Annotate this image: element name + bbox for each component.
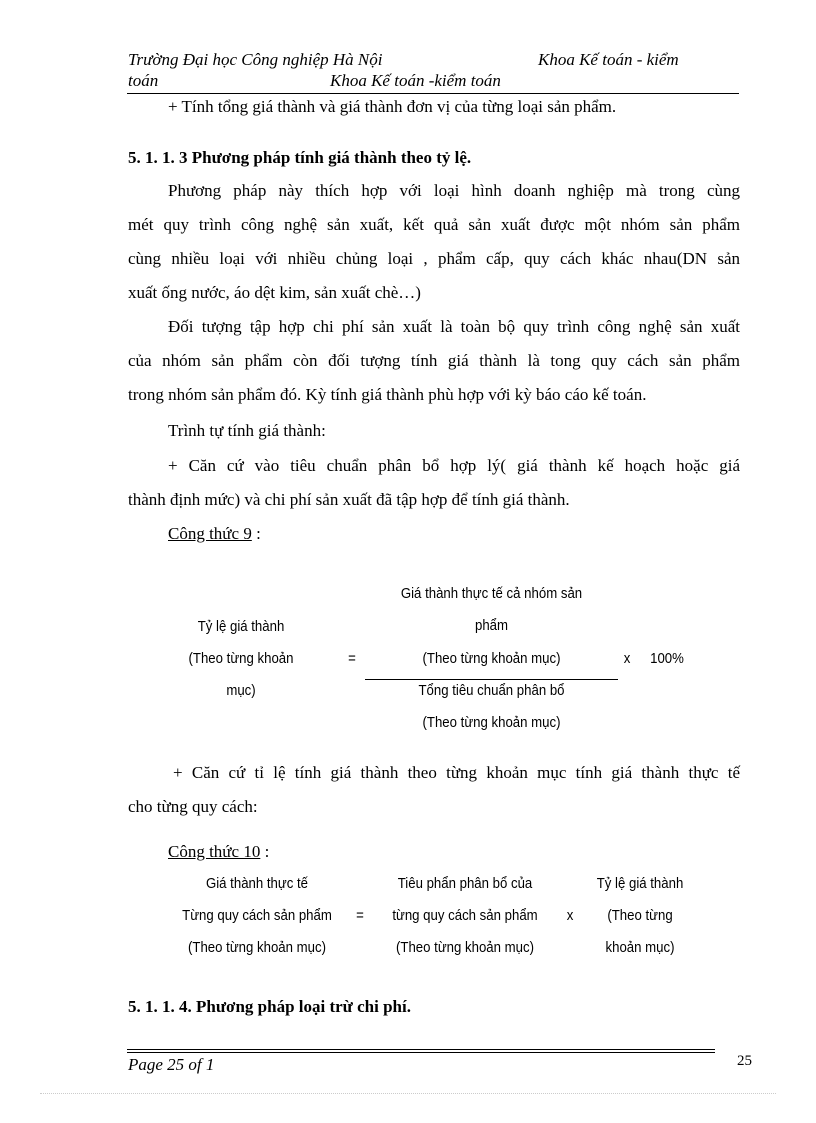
footer-rule-bottom xyxy=(127,1052,715,1053)
formula9-percent: 100% xyxy=(650,650,684,667)
formula10-label xyxy=(168,835,269,869)
formula10-middle-line1: Tiêu phẩn phân bổ của xyxy=(397,875,533,892)
header-department-wrap: toán xyxy=(128,71,159,90)
formula10-equals: = xyxy=(356,907,364,924)
page-edge-dots xyxy=(40,1093,776,1094)
step-total: + Tính tổng giá thành và giá thành đơn vị của từng loại sản phẩm. xyxy=(168,97,617,116)
formula10-lhs-line2: Từng quy cách sản phẩm xyxy=(182,907,332,924)
para1-line3: cùng nhiều loại với nhiều chủng loại , phẩm cấp, quy cách khác nhau(DN sản xyxy=(128,249,740,268)
formula10-rhs-line1: Tỷ lệ giá thành xyxy=(596,875,684,892)
formula10-middle-line3: (Theo từng khoản mục) xyxy=(396,939,534,956)
section-heading-5-1-1-3: 5. 1. 1. 3 Phương pháp tính giá thành theo tỷ lệ. xyxy=(128,148,472,167)
formula10-lhs-line1: Giá thành thực tế xyxy=(205,875,309,892)
sequence-label: Trình tự tính giá thành: xyxy=(168,421,326,440)
step2-line1: + Căn cứ tỉ lệ tính giá thành theo từng khoản mục tính giá thành thực tế xyxy=(173,763,740,782)
step2-line2: cho từng quy cách: xyxy=(128,797,258,816)
formula9-colon: : xyxy=(251,524,261,543)
formula9-denominator-line2: (Theo từng khoản mục) xyxy=(422,714,561,731)
formula9-numerator-line3: (Theo từng khoản mục) xyxy=(422,650,561,667)
footer-rule-top xyxy=(127,1049,715,1050)
para2-line2: của nhóm sản phẩm còn đối tượng tính giá thành là tong quy cách sản phẩm xyxy=(128,351,740,370)
para1-line4: xuất ống nước, áo dệt kim, sản xuất chè…) xyxy=(128,283,421,302)
para1-line2: mét quy trình công nghệ sản xuất, kết quả sản xuất được một nhóm sản phẩm xyxy=(128,215,740,234)
formula10-times: x xyxy=(566,907,574,924)
formula9-lhs-line3: mục) xyxy=(226,682,256,699)
formula10-colon: : xyxy=(260,842,270,861)
formula9-times: x xyxy=(623,650,631,667)
page-number: 25 xyxy=(737,1053,752,1069)
step1-line2: thành định mức) và chi phí sản xuất đã tập hợp để tính giá thành. xyxy=(128,490,570,509)
formula9-lhs-line1: Tỷ lệ giá thành xyxy=(197,618,285,635)
formula10-title: Công thức 10 xyxy=(168,842,261,861)
step1-line1: + Căn cứ vào tiêu chuẩn phân bổ hợp lý( giá thành kế hoạch hoặc giá xyxy=(168,456,740,475)
formula9-equals: = xyxy=(348,650,356,667)
formula9-numerator-line2: phẩm xyxy=(474,617,509,634)
formula9-denominator-line1: Tổng tiêu chuẩn phân bổ xyxy=(418,682,565,699)
para2-line3: trong nhóm sản phẩm đó. Kỳ tính giá thành phù hợp với kỳ báo cáo kế toán. xyxy=(128,385,647,404)
para1-line1: Phương pháp này thích hợp với loại hình doanh nghiệp mà trong cùng xyxy=(168,181,740,200)
formula9-title: Công thức 9 xyxy=(168,524,252,543)
formula9-label xyxy=(168,517,261,551)
formula10-middle-line2: từng quy cách sản phẩm xyxy=(392,907,538,924)
section-heading-5-1-1-4: 5. 1. 1. 4. Phương pháp loại trừ chi phí. xyxy=(128,997,411,1016)
header-department-center: Khoa Kế toán -kiểm toán xyxy=(330,71,501,90)
formula9-numerator-line1: Giá thành thực tế cả nhóm sản xyxy=(400,585,583,602)
formula10-rhs-line3: khoản mục) xyxy=(605,939,675,956)
formula10-lhs-line3: (Theo từng khoản mục) xyxy=(188,939,326,956)
header-school: Trường Đại học Công nghiệp Hà Nội xyxy=(128,50,383,69)
footer-page-label: Page 25 of 1 xyxy=(128,1055,215,1074)
para2-line1: Đối tượng tập hợp chi phí sản xuất là toàn bộ quy trình công nghệ sản xuất xyxy=(168,317,740,336)
formula9-lhs-line2: (Theo từng khoản xyxy=(188,650,294,667)
formula10-rhs-line2: (Theo từng xyxy=(607,907,673,924)
header-department: Khoa Kế toán - kiểm xyxy=(538,50,679,69)
